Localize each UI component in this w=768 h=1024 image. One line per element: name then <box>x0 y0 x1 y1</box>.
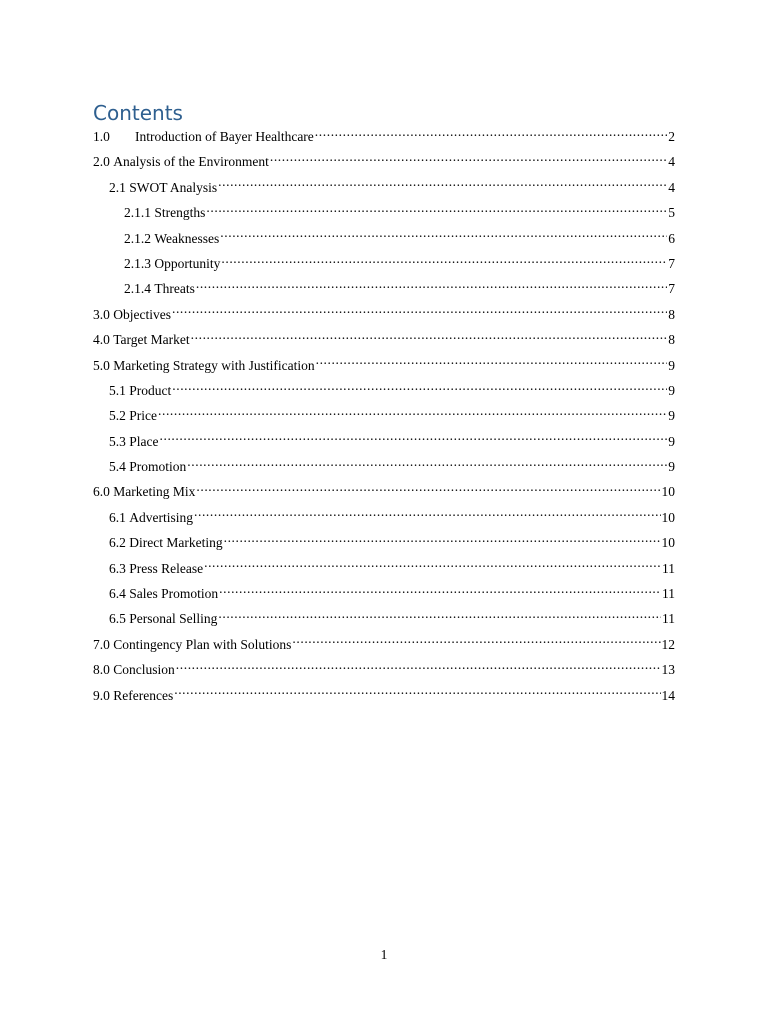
toc-entry-title[interactable]: Opportunity <box>154 255 221 271</box>
toc-entry-title[interactable]: Conclusion <box>113 662 175 678</box>
toc-entry[interactable] <box>93 403 675 428</box>
toc-entry[interactable] <box>93 353 675 378</box>
toc-entry-title[interactable]: Weaknesses <box>154 230 220 246</box>
toc-entry-number: 6.3 <box>109 560 126 576</box>
toc-entry[interactable] <box>93 251 675 276</box>
toc-entry[interactable] <box>93 327 675 352</box>
toc-entry-number: 6.0 <box>93 484 110 500</box>
toc-entry-page[interactable]: 9 <box>668 357 675 373</box>
toc-entry-title[interactable]: Threats <box>154 281 195 297</box>
toc-entry[interactable] <box>93 124 675 149</box>
toc-entry-number: 8.0 <box>93 662 110 678</box>
toc-entry-title[interactable]: Target Market <box>113 332 190 348</box>
toc-dot-leader <box>196 280 667 294</box>
toc-entry-number: 1.0 <box>93 129 110 144</box>
toc-entry-title[interactable]: Marketing Mix <box>113 484 196 500</box>
toc-entry-title[interactable]: Place <box>129 433 159 449</box>
toc-entry-page[interactable]: 11 <box>662 560 675 576</box>
toc-entry-number: 2.1.1 <box>124 205 151 221</box>
page-number: 1 <box>380 947 388 962</box>
toc-entry-title[interactable]: Introduction of Bayer Healthcare <box>135 129 314 144</box>
toc-dot-leader <box>204 559 661 573</box>
toc-entry-page[interactable]: 8 <box>668 306 675 322</box>
toc-entry-page[interactable]: 4 <box>668 154 675 170</box>
toc-entry-number: 7.0 <box>93 636 110 652</box>
toc-dot-leader <box>172 381 667 395</box>
toc-entry-number: 6.4 <box>109 586 126 602</box>
toc-entry-number: 5.0 <box>93 357 110 373</box>
toc-dot-leader <box>158 407 667 421</box>
toc-entry-title[interactable]: Product <box>129 382 172 398</box>
toc-entry-page[interactable]: 14 <box>661 687 675 703</box>
toc-entry[interactable] <box>93 454 675 479</box>
toc-entry[interactable] <box>93 378 675 403</box>
toc-entry-page[interactable]: 7 <box>668 255 675 271</box>
toc-entry-title[interactable]: Direct Marketing <box>129 535 223 551</box>
toc-entry[interactable] <box>93 632 675 657</box>
toc-entry-number: 5.4 <box>109 459 126 475</box>
toc-dot-leader <box>270 153 667 167</box>
toc-entry[interactable] <box>93 556 675 581</box>
toc-entry[interactable] <box>93 200 675 225</box>
toc-entry[interactable] <box>93 226 675 251</box>
toc-entry-number: 6.1 <box>109 509 126 525</box>
toc-entry[interactable] <box>93 175 675 200</box>
toc-entry-page[interactable]: 10 <box>661 484 675 500</box>
toc-entry[interactable] <box>93 276 675 301</box>
toc-dot-leader <box>316 356 668 370</box>
toc-entry-page[interactable]: 9 <box>668 382 675 398</box>
toc-entry-page[interactable]: 13 <box>661 662 675 678</box>
toc-dot-leader <box>218 178 667 192</box>
toc-entry-title[interactable]: Promotion <box>129 459 187 475</box>
toc-dot-leader <box>160 432 668 446</box>
toc-dot-leader <box>174 686 660 700</box>
toc-entry-page[interactable]: 7 <box>668 281 675 297</box>
toc-entry[interactable] <box>93 530 675 555</box>
toc-dot-leader <box>315 128 667 142</box>
toc-entry-number: 2.1.4 <box>124 281 151 297</box>
toc-entry[interactable] <box>93 149 675 174</box>
toc-entry-page[interactable]: 4 <box>668 179 675 195</box>
toc-dot-leader <box>206 204 667 218</box>
toc-entry-page[interactable]: 6 <box>668 230 675 246</box>
toc-dot-leader <box>219 585 661 599</box>
toc-entry[interactable] <box>93 479 675 504</box>
toc-dot-leader <box>224 534 661 548</box>
toc-entry-title[interactable]: Price <box>129 408 157 424</box>
toc-entry-title[interactable]: Objectives <box>113 306 171 322</box>
toc-dot-leader <box>194 508 661 522</box>
toc-heading: Contents <box>93 101 183 125</box>
toc-entry-page[interactable]: 10 <box>661 509 675 525</box>
toc-entry-number: 2.0 <box>93 154 110 170</box>
toc-entry-number: 5.2 <box>109 408 126 424</box>
toc-entry-title[interactable]: SWOT Analysis <box>129 179 218 195</box>
toc-entry-number: 2.1.3 <box>124 255 151 271</box>
toc-dot-leader <box>218 610 661 624</box>
toc-entry[interactable] <box>93 302 675 327</box>
toc-entry-page[interactable]: 2 <box>668 129 675 144</box>
toc-dot-leader <box>187 458 667 472</box>
toc-dot-leader <box>176 661 661 675</box>
toc-dot-leader <box>292 635 660 649</box>
toc-entry-page[interactable]: 5 <box>668 205 675 221</box>
toc-entry-number: 6.2 <box>109 535 126 551</box>
toc-entry-page[interactable]: 8 <box>668 332 675 348</box>
toc-entry-title[interactable]: References <box>113 687 174 703</box>
toc-entry-page[interactable]: 12 <box>661 636 675 652</box>
toc-entry-title[interactable]: Analysis of the Environment <box>113 154 269 170</box>
toc-entry-page[interactable]: 11 <box>662 611 675 627</box>
toc-entry-number: 2.1 <box>109 179 126 195</box>
table-of-contents <box>93 124 675 708</box>
toc-entry[interactable] <box>93 657 675 682</box>
toc-entry-page[interactable]: 9 <box>668 433 675 449</box>
toc-entry[interactable] <box>93 429 675 454</box>
toc-entry-title[interactable]: Sales Promotion <box>129 586 219 602</box>
toc-entry-page[interactable]: 10 <box>661 535 675 551</box>
toc-entry-title[interactable]: Advertising <box>129 509 193 525</box>
toc-dot-leader <box>191 331 668 345</box>
toc-entry-title[interactable]: Contingency Plan with Solutions <box>113 636 292 652</box>
toc-entry[interactable] <box>93 606 675 631</box>
toc-entry-title[interactable]: Press Release <box>129 560 204 576</box>
toc-entry-number: 2.1.2 <box>124 230 151 246</box>
toc-entry[interactable] <box>93 505 675 530</box>
toc-entry[interactable] <box>93 683 675 708</box>
toc-entry-title[interactable]: Strengths <box>154 205 206 221</box>
toc-entry-page[interactable]: 9 <box>668 408 675 424</box>
toc-dot-leader <box>172 305 667 319</box>
toc-entry-number: 4.0 <box>93 332 110 348</box>
toc-entry-title[interactable]: Marketing Strategy with Justification <box>113 357 315 373</box>
toc-entry-number: 3.0 <box>93 306 110 322</box>
toc-entry-page[interactable]: 9 <box>668 459 675 475</box>
toc-entry-number: 5.1 <box>109 382 126 398</box>
toc-entry[interactable] <box>93 581 675 606</box>
toc-dot-leader <box>196 483 660 497</box>
toc-entry-number: 9.0 <box>93 687 110 703</box>
toc-entry-page[interactable]: 11 <box>662 586 675 602</box>
toc-dot-leader <box>221 254 667 268</box>
toc-entry-number: 5.3 <box>109 433 126 449</box>
toc-dot-leader <box>220 229 667 243</box>
toc-entry-number: 6.5 <box>109 611 126 627</box>
toc-entry-title[interactable]: Personal Selling <box>129 611 218 627</box>
